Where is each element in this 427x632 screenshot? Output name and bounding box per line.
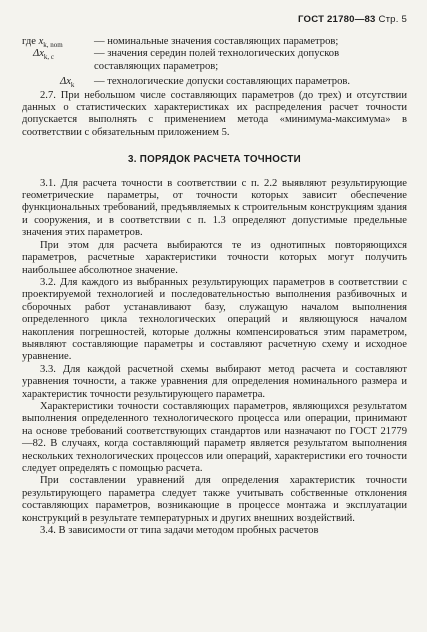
symbol-main: Δx	[60, 76, 71, 88]
definition-text: — значения середин полей технологических допусков	[94, 48, 340, 60]
definition-text-continued: составляющих параметров;	[94, 60, 219, 72]
page-header	[298, 14, 407, 25]
paragraph-2-7: 2.7. При небольшом числе составляющих параметров (до трех) и отсутствии данных о статистических характеристиках их распределения расчет точности допускается выполнять с применением метода «минимума-максимума» в соответствии с обязательным приложением 5.	[22, 89, 407, 138]
definition-text: — номинальные значения составляющих параметров;	[94, 36, 339, 47]
symbol-main: x	[38, 36, 44, 47]
paragraph-3-3-characteristics: Характеристики точности составляющих параметров, являющихся результатом выполнения определенного технологического процесса или операции, принимают на основе требований соответствующих стандартов или назначают по ГОСТ 21779—82. В случаях, когда составляющий параметр является результатом выполнения нескольких технологических процессов или операций, характеристики его точности следует определять с помощью расчета.	[22, 400, 407, 474]
symbol-subscript: k	[70, 81, 75, 90]
section-title: 3. ПОРЯДОК РАСЧЕТА ТОЧНОСТИ	[127, 154, 301, 166]
document-body	[22, 36, 407, 537]
standard-number: ГОСТ 21780—83	[298, 14, 376, 25]
paragraph-3-2: 3.2. Для каждого из выбранных результирующих параметров в соответствии с проектируемой технологией и последовательностью выполнения разбивочных и сборочных работ устанавливают базу, служащую началом выполнения определенного цикла технологических операций и являющуюся началом накопления погрешностей, которые должны компенсироваться этим параметром, выявляют составляющие параметры и составляют расчетную схему и исходное уравнение.	[22, 276, 407, 363]
paragraph-3-1-continued: При этом для расчета выбираются те из однотипных повторяющихся параметров, расчетные характеристики точности которых могут получить наибольшее абсолютное значение.	[22, 239, 407, 276]
paragraph-3-3-equations: При составлении уравнений для определения характеристик точности результирующего параметра следует также учитывать собственные отклонения составляющих параметров, возникающие в процессе монтажа и эксплуатации конструкций в результате температурных и других внешних воздействий.	[22, 475, 407, 524]
definition-lead: где	[22, 36, 36, 47]
page-number: 5	[401, 14, 407, 25]
paragraph-3-4: 3.4. В зависимости от типа задачи методом пробных расчетов	[40, 525, 319, 537]
symbol-main: Δx	[33, 48, 44, 60]
definition-row	[22, 76, 407, 88]
definition-symbol	[22, 48, 94, 60]
definition-row	[22, 48, 407, 60]
definition-symbol	[22, 36, 94, 48]
symbol-subscript: k, nom	[43, 41, 63, 50]
definition-text: — технологические допуски составляющих параметров.	[94, 76, 351, 88]
paragraph-3-3: 3.3. Для каждой расчетной схемы выбирают метод расчета и составляют уравнения точности, а также уравнения для определения номинального размера и характеристик точности результирующего параметра.	[22, 363, 407, 400]
page-label: Стр.	[378, 14, 399, 25]
paragraph-3-1: 3.1. Для расчета точности в соответствии с п. 2.2 выявляют результирующие геометрические параметры, от точности которых зависит обеспечение функциональных требований, предъявляемых к строительным конструкциям здания и сооружения, и в соответствии с п. 1.3 определяют допустимые предельные значения этих параметров.	[22, 177, 407, 239]
definition-symbol	[22, 76, 94, 88]
definition-row	[22, 36, 407, 48]
symbol-subscript: k, c	[43, 53, 55, 62]
